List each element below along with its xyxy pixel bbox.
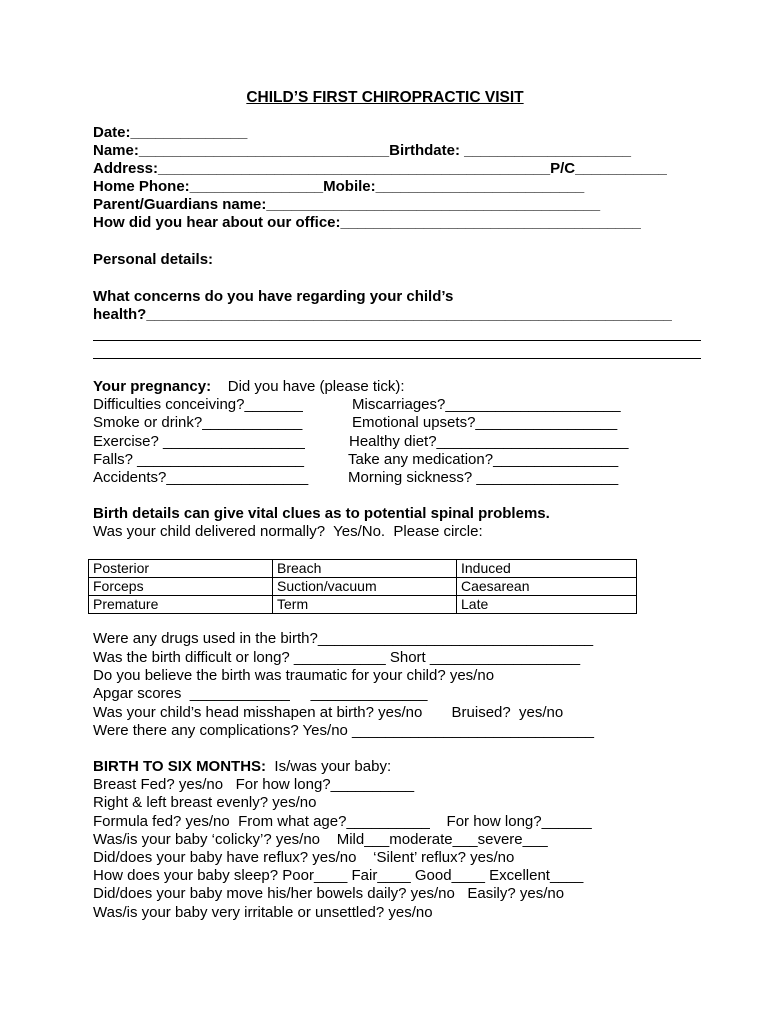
table-row <box>89 560 637 578</box>
pregnancy-heading: Your pregnancy: <box>93 378 212 395</box>
reflux-line[interactable]: Did/does your baby have reflux? yes/no ‘Silent’ reflux? yes/no <box>93 849 515 866</box>
guardian-name-field[interactable]: Parent/Guardians name:________________________________________ <box>93 196 601 213</box>
option-forceps[interactable]: Forceps <box>89 578 273 596</box>
option-induced[interactable]: Induced <box>457 560 637 578</box>
formula-fed-line[interactable]: Formula fed? yes/no From what age?__________ For how long?______ <box>93 813 592 830</box>
name-birthdate-field[interactable]: Name:______________________________Birthdate: ____________________ <box>93 142 631 159</box>
birth-trauma-line[interactable]: Do you believe the birth was traumatic for your child? yes/no <box>93 667 495 684</box>
pregnancy-right-2[interactable]: Healthy diet?_______________________ <box>349 433 629 450</box>
option-caesarean[interactable]: Caesarean <box>457 578 637 596</box>
pregnancy-right-0[interactable]: Miscarriages?_____________________ <box>352 396 621 413</box>
apgar-scores-line[interactable]: Apgar scores ____________ ______________ <box>93 685 428 702</box>
option-suction-vacuum[interactable]: Suction/vacuum <box>273 578 457 596</box>
irritable-line[interactable]: Was/is your baby very irritable or unsettled? yes/no <box>93 904 433 921</box>
pregnancy-left-1[interactable]: Smoke or drink?____________ <box>93 414 303 431</box>
pregnancy-intro: Did you have (please tick): <box>227 378 405 395</box>
birth-duration-line[interactable]: Was the birth difficult or long? ___________ Short __________________ <box>93 649 581 666</box>
breast-even-line[interactable]: Right & left breast evenly? yes/no <box>93 794 317 811</box>
address-field[interactable]: Address:_______________________________________________P/C___________ <box>93 160 667 177</box>
pregnancy-left-3[interactable]: Falls? ____________________ <box>93 451 305 468</box>
colicky-line[interactable]: Was/is your baby ‘colicky’? yes/no Mild___moderate___severe___ <box>93 831 548 848</box>
pregnancy-right-1[interactable]: Emotional upsets?_________________ <box>352 414 618 431</box>
concerns-answer-line-1[interactable]: health?_______________________________________________________________ <box>93 306 672 323</box>
breast-fed-line[interactable]: Breast Fed? yes/no For how long?__________ <box>93 776 415 793</box>
pregnancy-right-3[interactable]: Take any medication?_______________ <box>348 451 619 468</box>
table-row <box>89 578 637 596</box>
option-posterior[interactable]: Posterior <box>89 560 273 578</box>
birth-type-table <box>88 559 637 614</box>
complications-line[interactable]: Were there any complications? Yes/no _____________________________ <box>93 722 594 739</box>
option-breach[interactable]: Breach <box>273 560 457 578</box>
bowels-line[interactable]: Did/does your baby move his/her bowels daily? yes/no Easily? yes/no <box>93 885 565 902</box>
head-misshapen-line[interactable]: Was your child’s head misshapen at birth? yes/no Bruised? yes/no <box>93 704 564 721</box>
personal-details-heading: Personal details: <box>93 251 214 268</box>
pregnancy-right-4[interactable]: Morning sickness? _________________ <box>348 469 619 486</box>
concerns-answer-line-3[interactable] <box>93 358 701 359</box>
referral-source-field[interactable]: How did you hear about our office:____________________________________ <box>93 214 641 231</box>
date-field[interactable]: Date:______________ <box>93 124 248 141</box>
pregnancy-left-4[interactable]: Accidents?_________________ <box>93 469 309 486</box>
birth-drugs-line[interactable]: Were any drugs used in the birth?_________________________________ <box>93 630 594 647</box>
sleep-line[interactable]: How does your baby sleep? Poor____ Fair____ Good____ Excellent____ <box>93 867 584 884</box>
option-late[interactable]: Late <box>457 596 637 614</box>
concerns-question: What concerns do you have regarding your child’s <box>93 288 454 305</box>
concerns-answer-line-2[interactable] <box>93 340 701 341</box>
six-months-intro: Is/was your baby: <box>274 758 392 775</box>
six-months-heading-row <box>93 758 391 776</box>
phone-mobile-field[interactable]: Home Phone:________________Mobile:_________________________ <box>93 178 585 195</box>
pregnancy-left-2[interactable]: Exercise? _________________ <box>93 433 305 450</box>
option-term[interactable]: Term <box>273 596 457 614</box>
form-title: CHILD’S FIRST CHIROPRACTIC VISIT <box>246 89 524 106</box>
option-premature[interactable]: Premature <box>89 596 273 614</box>
pregnancy-heading-row <box>93 378 405 396</box>
table-row <box>89 596 637 614</box>
pregnancy-left-0[interactable]: Difficulties conceiving?_______ <box>93 396 303 413</box>
six-months-heading: BIRTH TO SIX MONTHS: <box>93 758 267 775</box>
delivery-question: Was your child delivered normally? Yes/No. Please circle: <box>93 523 483 540</box>
birth-heading: Birth details can give vital clues as to potential spinal problems. <box>93 505 550 522</box>
